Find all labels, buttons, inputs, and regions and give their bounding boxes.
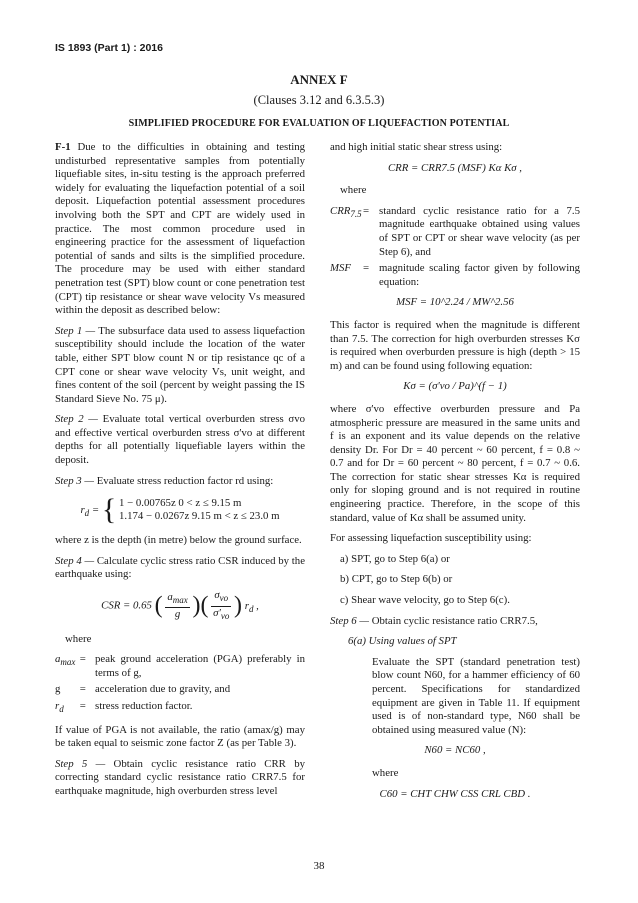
step1-label: Step 1 —	[55, 324, 96, 337]
step6-paragraph	[330, 615, 580, 629]
paren-close: )	[192, 592, 201, 619]
def-amax	[55, 653, 305, 680]
sym-crr75: $CRR_{7.5}$	[330, 204, 362, 219]
list-item-b: b) CPT, go to Step 6(b) or	[340, 573, 453, 586]
where-label: where	[65, 632, 92, 645]
z-note: where z is the depth (in metre) below the ground surface.	[55, 534, 302, 547]
ksigma-equation: Kσ = (σ'vo / Pa)^(f − 1)	[403, 380, 507, 393]
pga-note: If value of PGA is not available, the ratio (amax/g) may be taken equal to seismic zone factor Z (as per Table 3).	[55, 723, 305, 750]
def-g-text: acceleration due to gravity, and	[95, 683, 231, 696]
crr-equation: CRR = CRR7.5 (MSF) Kα Kσ ,	[387, 161, 523, 174]
f1-text: Due to the difficulties in obtaining and testing undisturbed representative samples from potentially liquefiable sites, in-situ testing is the approach preferred widely for evaluating the liquefaction potential of a soil deposit. Liquefaction potential assessment procedures involving both the SPT and CPT are widely used in practice. The most common procedure used in engineering practice for the assessment of liquefaction potential of sands and silts is the simplified procedure. The procedure may be used with either standard penetration test (SPT) blow count or cone penetration test (CPT) tip resistance or shear wave velocity Vs measured within the deposit as described below:	[55, 141, 306, 317]
eq-sign: =	[77, 653, 86, 666]
rd-symbol: $r_d$ =	[80, 503, 100, 518]
step5-continuation: and high initial static shear stress using:	[330, 141, 503, 153]
def-crr75-text: standard cyclic resistance ratio for a 7.5 magnitude earthquake obtained using values of SPT or CPT or shear wave velocity (as per Step 6), and	[379, 204, 580, 258]
step5-text: Obtain cyclic resistance ratio CRR by correcting standard cyclic resistance ratio CRR7.5 for earthquake magnitude, high overburden stress level	[55, 757, 305, 798]
rd-cases	[119, 497, 280, 524]
list-item-c: c) Shear wave velocity, go to Step 6(c).	[340, 594, 510, 607]
f1-paragraph	[55, 141, 305, 318]
def-rd	[55, 700, 305, 717]
step2-text: Evaluate total vertical overburden stress σvo and effective vertical overburden stress σ'vo at different depths for all potentially liquefiable layers within the deposit.	[55, 413, 305, 467]
eq-sign: =	[77, 683, 86, 696]
step2-paragraph	[55, 413, 305, 467]
annex-clauses: (Clauses 3.12 and 6.3.5.3)	[253, 93, 385, 107]
step4-paragraph	[55, 555, 305, 582]
paren-close-2: )	[234, 592, 243, 619]
step6a-text: Evaluate the SPT (standard penetration test) blow count N60, for a hammer efficiency of 60 percent. Specifications for standardized equipment are given in Table 11. If equipment used is of non-standard type, N60 shall be obtained using measured value (N):	[372, 655, 580, 736]
step5-paragraph	[55, 758, 305, 799]
page-number: 38	[313, 860, 325, 872]
step6-label: Step 6 —	[330, 614, 369, 627]
annex-title: ANNEX F	[290, 72, 348, 87]
sym-rd: $r_d$	[55, 699, 64, 715]
annex-heading: SIMPLIFIED PROCEDURE FOR EVALUATION OF LIQUEFACTION POTENTIAL	[128, 118, 510, 129]
list-item-a: a) SPT, go to Step 6(a) or	[340, 552, 450, 565]
step6-text: Obtain cyclic resistance ratio CRR7.5,	[371, 614, 538, 627]
def-rd-text: stress reduction factor.	[95, 699, 193, 712]
standard-header: IS 1893 (Part 1) : 2016	[55, 42, 163, 54]
step3-text: Evaluate stress reduction factor rd using:	[96, 474, 274, 487]
paren-open-2: (	[200, 592, 209, 619]
step6a-heading: 6(a) Using values of SPT	[348, 635, 457, 648]
rd-brace: {	[101, 493, 117, 527]
def-msf-text: magnitude scaling factor given by following equation:	[379, 262, 580, 288]
csr-rd: $r_d$ ,	[244, 599, 259, 614]
assess-intro: For assessing liquefaction susceptibility using:	[330, 532, 532, 545]
sym-amax: $a_{max}$	[55, 653, 76, 668]
assess-list	[340, 553, 580, 608]
where-label-2: where	[340, 184, 367, 197]
f1-label: F-1	[55, 141, 71, 153]
right-column	[330, 141, 580, 810]
rd-case-2: 1.174 − 0.0267z 9.15 m < z ≤ 23.0 m	[118, 510, 280, 523]
eq-sign: =	[363, 204, 370, 217]
sym-msf: MSF	[330, 262, 351, 275]
sym-g: g	[55, 683, 61, 696]
eq-sign: =	[363, 262, 370, 275]
def-g	[55, 683, 305, 697]
step4-text: Calculate cyclic stress ratio CSR induced by the earthquake using:	[55, 554, 305, 581]
paren-open: (	[154, 592, 163, 619]
step4-label: Step 4 —	[55, 554, 95, 567]
amax-over-g: $\frac{a_{max}}{g}$	[167, 590, 188, 621]
def-crr75	[330, 205, 580, 259]
c60-equation: C60 = CHT CHW CSS CRL CBD .	[379, 787, 531, 800]
step1-paragraph	[55, 325, 305, 407]
def-amax-text: peak ground acceleration (PGA) preferably in terms of g,	[95, 653, 305, 679]
n60-equation: N60 = NC60 ,	[424, 744, 486, 757]
msf-note: This factor is required when the magnitude is different than 7.5. The correction for high overburden stresses Kσ is required when overburden pressure is high (depth > 15 m) and can be found using following equation:	[330, 318, 580, 372]
def-msf	[330, 262, 580, 289]
msf-equation: MSF = 10^2.24 / MW^2.56	[396, 296, 514, 309]
ksigma-note: where σ'vo effective overburden pressure and Pa atmospheric pressure are measured in the same units and f is an exponent and its value depends on the relative density Dr. For Dr = 40 percent ~ 60 percent, f = 0.8 ~ 0.7 and for Dr = 60 percent ~ 80 percent, f = 0.7 ~ 0.6. The correction for static shear stresses Kα is required only for sloping ground and is not required in routine engineering practice. Therefore, in the scope of this standard, value of Kα shall be assumed unity.	[330, 402, 580, 524]
csr-lhs: CSR = 0.65	[101, 599, 152, 612]
sigma-ratio: $\frac{\sigma_{vo}}{\sigma'_{vo}}$	[213, 589, 230, 621]
step2-label: Step 2 —	[55, 413, 98, 426]
csr-equation	[55, 589, 305, 624]
eq-sign: =	[77, 699, 86, 712]
step3-paragraph	[55, 475, 305, 489]
step3-label: Step 3 —	[55, 474, 94, 487]
left-column	[55, 141, 305, 806]
step1-text: The subsurface data used to assess liquefaction susceptibility should include the location of the water table, either SPT blow count N or tip resistance qc of a CPT cone or shear wave velocity Vs, unit weight, and fines content of the soil (percent by weight passing the IS Standard Sieve No. 75 μ).	[55, 324, 305, 405]
rd-equation	[55, 495, 305, 525]
where-label-3: where	[372, 766, 399, 779]
rd-case-1: 1 − 0.00765z 0 < z ≤ 9.15 m	[118, 496, 242, 509]
step5-label: Step 5 —	[55, 757, 106, 770]
